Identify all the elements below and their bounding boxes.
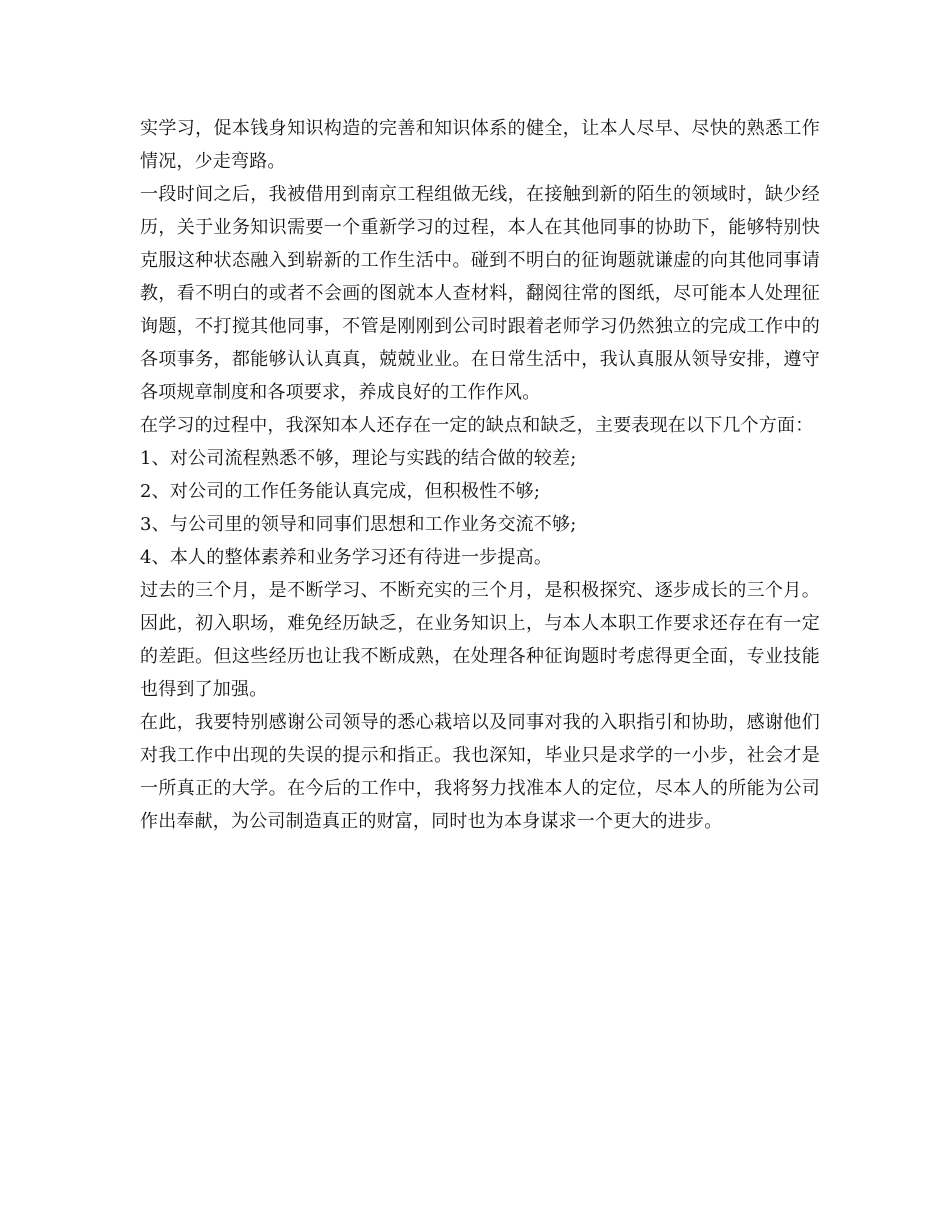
paragraph: 在学习的过程中，我深知本人还存在一定的缺点和缺乏，主要表现在以下几个方面： (140, 415, 814, 436)
paragraph: 一段时间之后，我被借用到南京工程组做无线，在接触到新的陌生的领域时，缺少经历，关于业务知识需要一个重新学习的过程，本人在其他同事的协助下，能够特别快克服这种状态融入到崭新的工作生活中。碰到不明白的征询题就谦虚的向其他同事请教，看不明白的或者不会画的图就本人查材料，翻阅往常的图纸，尽可能本人处理征询题，不打搅其他同事，不管是刚刚到公司时跟着老师学习仍然独立的完成工作中的各项事务，都能够认认真真，兢兢业业。在日常生活中，我认真服从领导安排，遵守各项规章制度和各项要求，养成良好的工作作风。 (140, 184, 820, 403)
list-item: 1、对公司流程熟悉不够，理论与实践的结合做的较差; (140, 448, 577, 469)
list-item: 3、与公司里的领导和同事们思想和工作业务交流不够; (140, 514, 577, 535)
paragraph: 在此，我要特别感谢公司领导的悉心栽培以及同事对我的入职指引和协助，感谢他们对我工作中出现的失误的提示和指正。我也深知，毕业只是求学的一小步，社会才是一所真正的大学。在今后的工作中，我将努力找准本人的定位，尽本人的所能为公司作出奉献，为公司制造真正的财富，同时也为本身谋求一个更大的进步。 (140, 712, 820, 832)
document-body (140, 112, 820, 838)
paragraph: 过去的三个月，是不断学习、不断充实的三个月，是积极探究、逐步成长的三个月。因此，初入职场，难免经历缺乏，在业务知识上，与本人本职工作要求还存在有一定的差距。但这些经历也让我不断成熟，在处理各种征询题时考虑得更全面，专业技能也得到了加强。 (140, 580, 820, 700)
list-item: 4、本人的整体素养和业务学习还有待进一步提高。 (140, 547, 553, 568)
list-item: 2、对公司的工作任务能认真完成，但积极性不够; (140, 481, 541, 502)
paragraph: 实学习，促本钱身知识构造的完善和知识体系的健全，让本人尽早、尽快的熟悉工作情况，少走弯路。 (140, 118, 820, 172)
